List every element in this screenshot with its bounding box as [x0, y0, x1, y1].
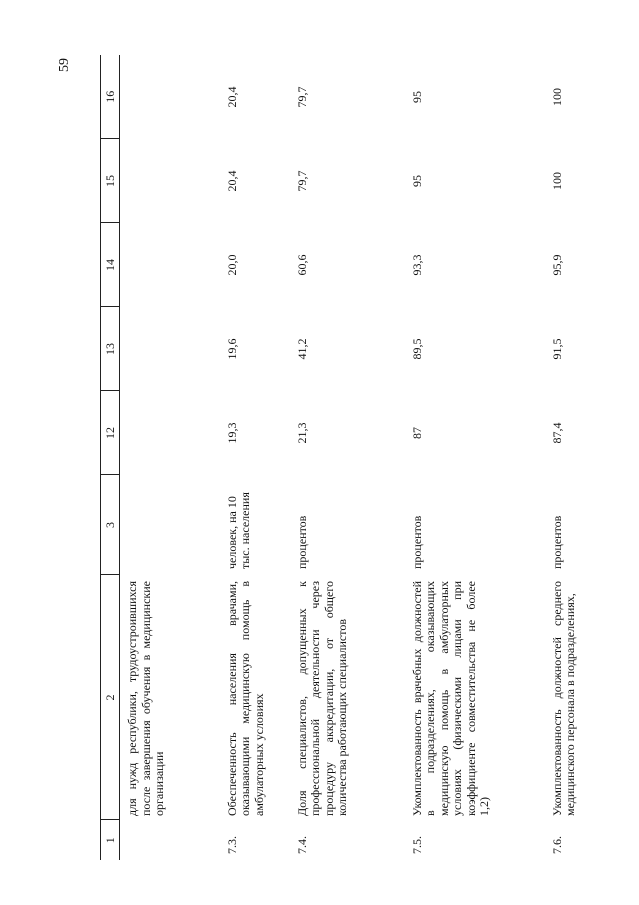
- row-value-12: [120, 391, 220, 475]
- row-value-16: 100: [549, 88, 564, 106]
- row-value-13: 89,5: [409, 338, 424, 360]
- row-value-14: [120, 223, 220, 307]
- row-unit: человек, на 10 тыс. населения: [224, 492, 252, 569]
- row-value-15: [120, 139, 220, 223]
- row-number: 7.4.: [294, 836, 309, 854]
- row-value-16: 79,7: [294, 86, 309, 108]
- header-col-1: 1: [101, 820, 120, 860]
- row-value-14: 20,0: [224, 254, 239, 276]
- row-value-12: 87,4: [549, 422, 564, 444]
- row-value-13: 91,5: [549, 338, 564, 360]
- row-unit: [120, 475, 220, 575]
- indicators-table: [100, 55, 605, 860]
- row-value-13: [120, 307, 220, 391]
- row-unit: процентов: [294, 515, 309, 569]
- row-unit: процентов: [549, 515, 564, 569]
- row-number: [120, 820, 220, 860]
- row-value-16: [120, 55, 220, 139]
- table-row: [290, 55, 405, 860]
- header-col-13: 13: [101, 307, 120, 391]
- row-description: Обеспеченность населения врачами, оказывающими медицинскую помощь в амбулаторных условиях: [224, 581, 266, 816]
- page-number: 59: [57, 58, 72, 72]
- table-header-row: [101, 55, 120, 860]
- row-value-15: 20,4: [224, 170, 239, 192]
- header-col-12: 12: [101, 391, 120, 475]
- row-value-15: 95: [409, 175, 424, 187]
- rotated-page-content: [100, 55, 625, 860]
- row-value-14: 93,3: [409, 254, 424, 276]
- row-value-14: 95,9: [549, 254, 564, 276]
- row-value-15: 79,7: [294, 170, 309, 192]
- row-value-16: 95: [409, 91, 424, 103]
- row-value-16: 20,4: [224, 86, 239, 108]
- row-number: 7.6.: [549, 836, 564, 854]
- row-description: Доля специалистов, допущенных к профессиональной деятельности через процедуру аккредитации, от общего количества работающих специалистов: [294, 581, 349, 816]
- row-description: для нужд республики, трудоустроившихся после завершения обучения в медицинские организации: [125, 581, 166, 816]
- row-description: Укомплектованность врачебных должностей в подразделениях, оказывающих медицинскую помощь в амбулаторных условиях (физическими лицами при коэффициенте совместительства не более 1,2): [409, 581, 491, 816]
- table-row: [545, 55, 605, 860]
- row-value-14: 60,6: [294, 254, 309, 276]
- table-row: [120, 55, 220, 860]
- table-row: [405, 55, 545, 860]
- table-row: [220, 55, 290, 860]
- header-col-3: 3: [101, 475, 120, 575]
- header-col-14: 14: [101, 223, 120, 307]
- row-number: 7.3.: [224, 836, 239, 854]
- row-value-13: 41,2: [294, 338, 309, 360]
- row-value-12: 19,3: [224, 422, 239, 444]
- header-col-2: 2: [101, 575, 120, 820]
- row-value-12: 21,3: [294, 422, 309, 444]
- header-col-15: 15: [101, 139, 120, 223]
- row-number: 7.5.: [409, 836, 424, 854]
- row-value-15: 100: [549, 172, 564, 190]
- row-value-13: 19,6: [224, 338, 239, 360]
- row-unit: процентов: [409, 515, 424, 569]
- header-col-16: 16: [101, 55, 120, 139]
- row-description: Укомплектованность должностей среднего медицинского персонала в подразделениях,: [549, 581, 577, 816]
- row-value-12: 87: [409, 427, 424, 439]
